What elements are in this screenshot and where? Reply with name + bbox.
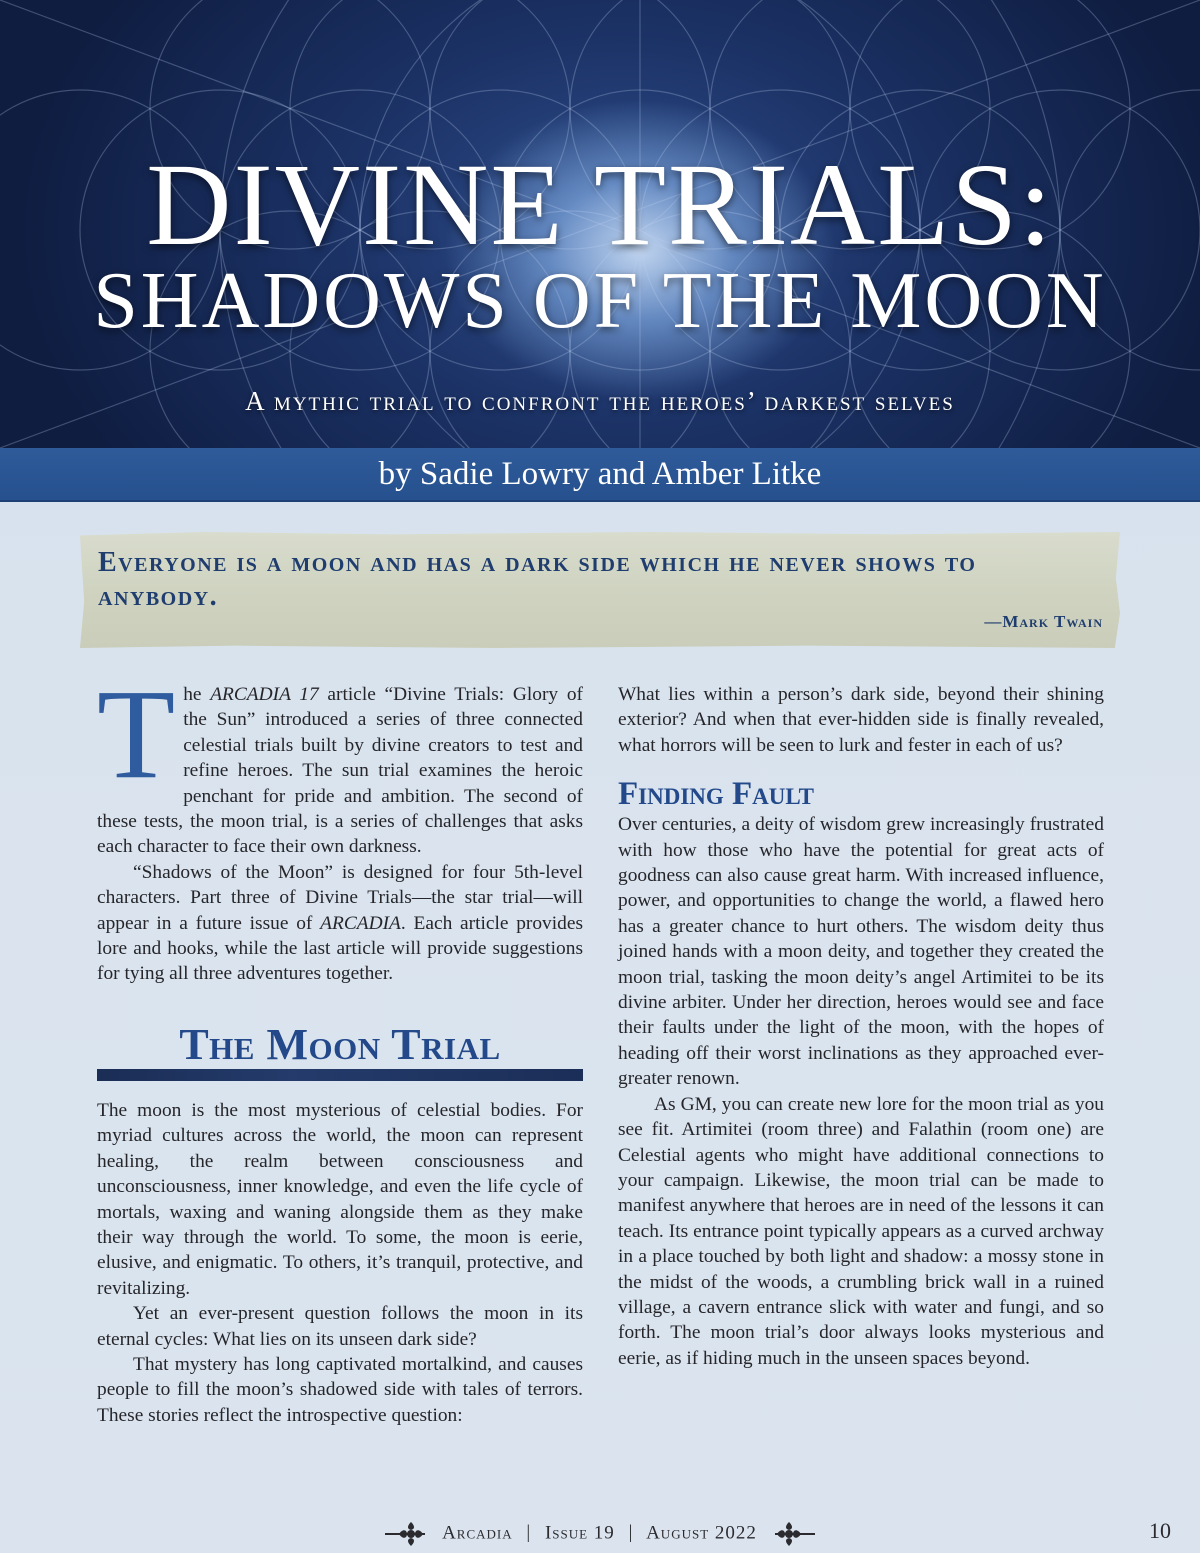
body-paragraph: What lies within a person’s dark side, beyond their shining exterior? And when that ever-hidden side is finally revealed, what horrors will be seen to lurk and fester in each of us?: [618, 684, 1104, 756]
drop-cap: T: [97, 663, 176, 805]
body-paragraph: That mystery has long captivated mortalkind, and causes people to fill the moon’s shadowed side with tales of terrors. These stories reflect the introspective question:: [97, 1354, 583, 1426]
left-column-intro: [97, 663, 583, 987]
intro-paragraph: The ARCADIA 17 article “Divine Trials: Glory of the Sun” introduced a series of three connected celestial trials built by divine creators to test and refine heroes. The sun trial examines the heroic penchant for pride and ambition. The second of these tests, the moon trial, is a series of challenges that asks each character to face their own darkness.: [97, 663, 583, 858]
flourish-right-icon: [763, 1520, 815, 1548]
magazine-reference: ARCADIA 17: [210, 684, 319, 705]
epigraph-text: Everyone is a moon and has a dark side which he never shows to anybody.: [98, 547, 977, 612]
page-title-secondary: SHADOWS OF THE MOON: [93, 257, 1107, 345]
body-paragraph: Yet an ever-present question follows the moon in its eternal cycles: What lies on its unseen dark side?: [97, 1303, 583, 1350]
section-heading-moon-trial: The Moon Trial: [179, 1020, 501, 1069]
footer-separator: |: [526, 1522, 532, 1544]
body-paragraph: As GM, you can create new lore for the moon trial as you see fit. Artimitei (room three) and Falathin (room one) are Celestial agents who might have additional connections to your campaign. Likewise, the moon trial can be made to manifest anywhere that heroes are in need of the lessons it can teach. Its entrance point typically appears as a curved archway in a place touched by both light and shadow: a mossy stone in the midst of the woods, a crumbling brick wall in a ruined village, a cavern entrance slick with water and fungi, and so forth. The moon trial’s door always looks mysterious and eerie, as if hiding much in the unseen spaces beyond.: [618, 1093, 1104, 1369]
flourish-left-icon: [385, 1520, 437, 1548]
right-column: [618, 682, 1104, 1371]
page-footer: [0, 1520, 1200, 1548]
byline: by Sadie Lowry and Amber Litke: [378, 456, 822, 492]
page-title: DIVINE TRIALS:: [146, 139, 1054, 270]
epigraph-attribution: —Mark Twain: [984, 612, 1103, 631]
magazine-reference: ARCADIA: [320, 912, 401, 934]
body-paragraph: Over centuries, a deity of wisdom grew increasingly frustrated with how those who have the potential for great acts of goodness can also cause great harm. With increased influence, power, and opportunities to change the world, a flawed hero has a greater chance to hurt others. The wisdom deity thus joined hands with a moon deity, and together they created the moon trial, tasking the moon deity’s angel Artimitei to be its divine arbiter. Under her direction, heroes would see and face their faults under the light of the moon, with the hopes of heading off their worst inclinations as they approached ever-greater renown.: [618, 814, 1104, 1090]
footer-issue: Issue 19: [544, 1522, 615, 1544]
left-column-body: [97, 1098, 583, 1428]
section-rule: [97, 1069, 583, 1081]
footer-separator: |: [628, 1522, 634, 1544]
page-subtitle: A mythic trial to confront the heroes’ darkest selves: [245, 386, 955, 416]
header-banner: [0, 0, 1200, 448]
footer-publication: Arcadia: [442, 1522, 513, 1544]
body-paragraph: “Shadows of the Moon” is designed for four 5th-level characters. Part three of Divine Trials—the star trial—will appear in a future issue of ARCADIA. Each article provides lore and hooks, while the last article will provide suggestions for tying all three adventures together.: [97, 861, 583, 985]
footer-date: August 2022: [646, 1522, 757, 1544]
section-heading-finding-fault: Finding Fault: [618, 776, 814, 813]
body-paragraph: The moon is the most mysterious of celestial bodies. For myriad cultures across the world, the moon can represent healing, the realm between consciousness and unconsciousness, inner knowledge, and even the life cycle of mortals, waxing and waning alongside them as they make their way through the world. To some, the moon is eerie, elusive, and enigmatic. To others, it’s tranquil, protective, and revitalizing.: [97, 1100, 583, 1299]
page-number: 10: [1149, 1518, 1171, 1543]
